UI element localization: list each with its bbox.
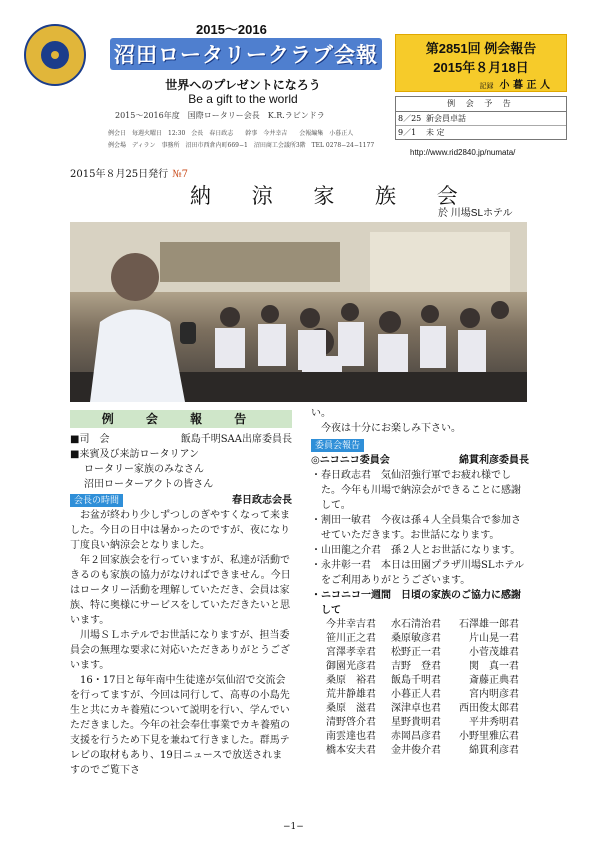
president-time-tag: 会長の時間: [70, 494, 123, 507]
venue: 於 川場SLホテル: [438, 208, 513, 219]
club-name-banner: [110, 38, 382, 70]
roster-row: 橋本安夫君 金井俊介君 綿貫利彦君: [326, 745, 519, 756]
issue-info: 2015年８月25日発行 №7: [70, 169, 189, 180]
roster-row: 御園光彦君 吉野 登君 関 真一君: [326, 661, 519, 672]
rotary-logo-icon: [24, 24, 86, 86]
guests-label: ■来賓及び来訪ロータリアン: [70, 449, 200, 460]
president-line: 2015〜2016年度 国際ロータリー会長 K.R.ラビンドラ: [115, 111, 325, 120]
meeting-schedule: [395, 96, 567, 140]
club-url-link[interactable]: http://www.rid2840.jp/numata/: [410, 148, 516, 157]
committee-tag: 委員会報告: [311, 439, 364, 452]
meeting-report-box: [395, 34, 567, 92]
slogan-japanese: 世界へのプレゼントになろう: [165, 78, 321, 92]
recorder: 記録 小 暮 正 人: [479, 80, 550, 91]
president-name: 春日政志会長: [232, 495, 292, 506]
info-line-2: 例会場 ディラン 事務所 沼田市西倉内町669−1 沼田商工会議所3階 TEL 0278−24−1177: [108, 142, 375, 149]
guest-item: 沼田ローターアクトの皆さん: [84, 479, 214, 490]
roster-row: 南雲達也君 赤岡昌彦君 小野里雅広君: [326, 731, 519, 742]
roster-row: 宮澤孝幸君 松野正一君 小菅茂雄君: [326, 647, 519, 658]
paragraph: お盆が終わり少しずつしのぎやすくなって来ました。今日の日中は暑かったのですが、夜になり丁度良い納涼会となりました。: [70, 510, 290, 551]
meeting-date: 2015年８月18日: [433, 60, 529, 75]
info-line-1: 例会日 毎週火曜日 12:30 会長 春日政志 幹事 今井幸吉 会報編集 小暮正人: [108, 130, 354, 137]
week-heading: ・ニコニコ一週間 日頃の家族のご協力に感謝して: [311, 590, 521, 616]
chair-row: ■司 会 飯島千明SAA出席委員長: [70, 434, 292, 445]
paragraph: 川場ＳＬホテルでお世話になりますが、担当委員会の無理な要求に対応いただきありがとうございます。: [70, 630, 290, 671]
president-time-row: [70, 493, 292, 508]
guest-item: ロータリー家族のみなさん: [84, 464, 204, 475]
year-range: 2015〜2016: [196, 22, 267, 37]
club-name: 沼田ロータリークラブ会報: [114, 44, 378, 67]
meeting-number: 第2851回 例会報告: [425, 41, 537, 56]
schedule-row: 9／1 未 定: [398, 128, 445, 137]
roster-row: 笹川正之君 桑原敏彦君 片山晃一君: [326, 633, 519, 644]
nikoniko-heading: ◎ニコニコ委員会 綿貫利彦委員長: [311, 455, 529, 466]
party-photo: [70, 222, 527, 402]
roster-row: 清野啓介君 星野貴明君 平井秀明君: [326, 717, 519, 728]
list-item: ・春日政志君 気仙沼強行軍でお疲れ様でした。今年も川場で納涼会ができることに感謝して。: [311, 470, 521, 511]
paragraph: 16・17日と毎年南中生徒達が気仙沼で交流会を行ってますが、今回は同行して、高専の小島先生と共にカキ養殖について説明を行い、学んでいただきました。今年の社会奉仕事業でカキ養殖の支援を行うため下見を兼ねて行きました。群馬テレビの取材もあり、19日ニュースで放送されますのでご覧下さ: [70, 675, 290, 776]
left-column: [70, 432, 292, 778]
member-roster: [311, 618, 529, 758]
roster-row: 桑原 滋君 深津卓也君 西田俊太郎君: [326, 703, 519, 714]
schedule-title: 例 会 予 告: [396, 97, 566, 112]
list-item: ・山田龍之介君 孫２人とお世話になります。: [311, 545, 521, 556]
schedule-row: 8／25 新会員卓話: [396, 112, 566, 126]
list-item: ・永井彰一君 本日は田園プラザ川場SLホテルをご利用ありがとうございます。: [311, 560, 524, 586]
slogan-english: Be a gift to the world: [188, 92, 298, 106]
article-title: 納 涼 家 族 会: [190, 184, 475, 208]
paragraph: 今夜は十分にお楽しみ下さい。: [321, 423, 461, 434]
roster-row: 今井幸吉君 水石清治君 石澤雄一郎君: [326, 619, 519, 630]
roster-row: 荒井静雄君 小暮正人君 宮内明彦君: [326, 689, 519, 700]
paragraph: い。: [311, 408, 331, 419]
page-number: −1−: [283, 822, 304, 832]
right-column: [311, 406, 529, 758]
report-heading: 例 会 報 告: [70, 410, 292, 428]
paragraph: 年２回家族会を行っていますが、私達が活動できるのも家族の協力がなければできません。今日はロータリー活動を理解していただき、会員は家族、特に奥様にサービスをしていただきたいと思います。: [70, 555, 291, 626]
roster-row: 桑原 裕君 飯島千明君 斎藤正典君: [326, 675, 519, 686]
list-item: ・割田一敏君 今夜は孫４人全員集合で参加させていただきます。お世話になります。: [311, 515, 521, 541]
